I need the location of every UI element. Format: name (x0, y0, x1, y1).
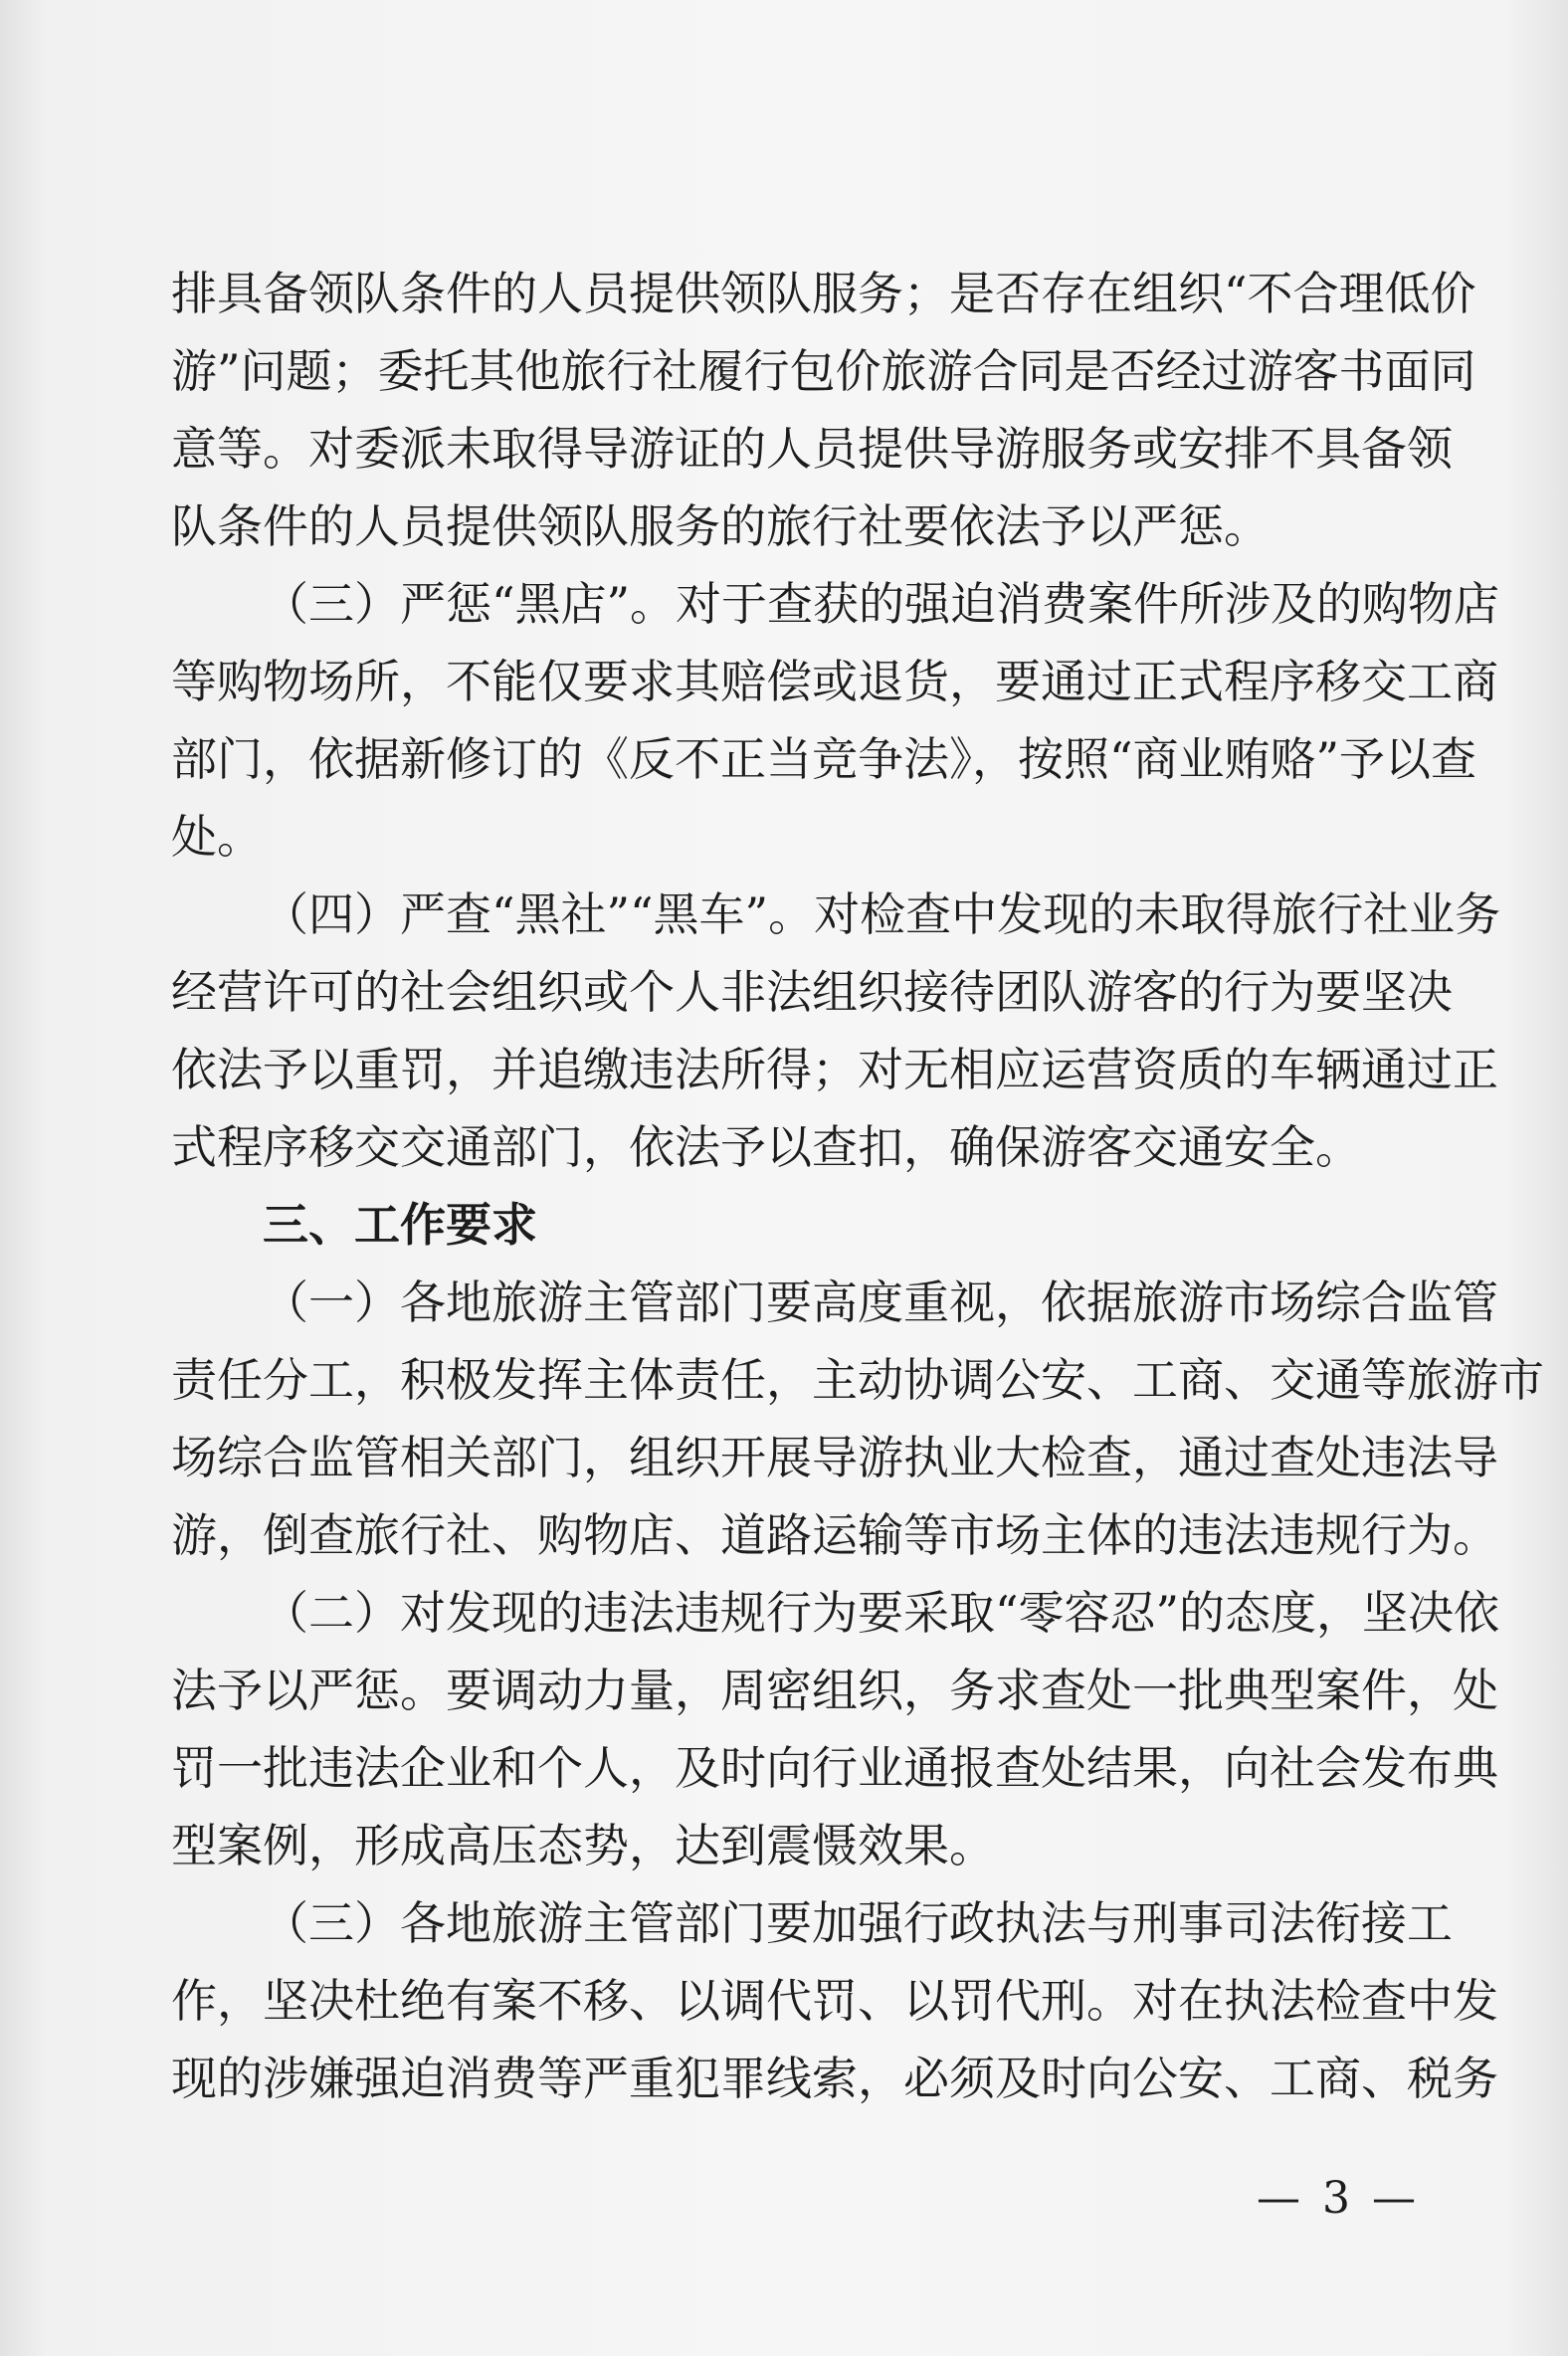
body-text (171, 255, 1544, 2117)
text-line: 型案例，形成高压态势，达到震慑效果。 (171, 1819, 995, 1872)
paragraph-first-line: （三）各地旅游主管部门要加强行政执法与刑事司法衔接工 (263, 1896, 1453, 1950)
text-line: 意等。对委派未取得导游证的人员提供导游服务或安排不具备领 (171, 422, 1453, 476)
text-line: 罚一批违法企业和个人，及时向行业通报查处结果，向社会发布典 (171, 1741, 1498, 1795)
text-line: 等购物场所，不能仅要求其赔偿或退货，要通过正式程序移交工商 (171, 655, 1498, 708)
paragraph-first-line: （二）对发现的违法违规行为要采取“零容忍”的态度，坚决依 (263, 1586, 1500, 1640)
text-line: 经营许可的社会组织或个人非法组织接待团队游客的行为要坚决 (171, 965, 1453, 1019)
text-line: 处。 (171, 810, 263, 864)
paragraph-first-line: （三）严惩“黑店”。对于查获的强迫消费案件所涉及的购物店 (263, 577, 1500, 631)
text-line: 现的涉嫌强迫消费等严重犯罪线索，必须及时向公安、工商、税务 (171, 2052, 1498, 2105)
text-line: 作，坚决杜绝有案不移、以调代罚、以罚代刑。对在执法检查中发 (171, 1974, 1498, 2028)
text-line: 责任分工，积极发挥主体责任，主动协调公安、工商、交通等旅游市 (171, 1353, 1544, 1407)
text-line: 式程序移交交通部门，依法予以查扣，确保游客交通安全。 (171, 1120, 1361, 1174)
text-line: 排具备领队条件的人员提供领队服务；是否存在组织“不合理低价 (171, 267, 1476, 320)
paragraph-first-line: （一）各地旅游主管部门要高度重视，依据旅游市场综合监管 (263, 1276, 1498, 1329)
section-heading: 三、工作要求 (263, 1198, 537, 1252)
page-number: — 3 — (1257, 2173, 1420, 2224)
text-line: 游，倒查旅行社、购物店、道路运输等市场主体的违法违规行为。 (171, 1508, 1498, 1562)
paragraph-first-line: （四）严查“黑社”“黑车”。对检查中发现的未取得旅行社业务 (263, 887, 1501, 941)
text-line: 部门，依据新修订的《反不正当竞争法》，按照“商业贿赂”予以查 (171, 732, 1477, 786)
text-line: 队条件的人员提供领队服务的旅行社要依法予以严惩。 (171, 499, 1270, 553)
text-line: 法予以严惩。要调动力量，周密组织，务求查处一批典型案件，处 (171, 1664, 1498, 1717)
text-line: 场综合监管相关部门，组织开展导游执业大检查，通过查处违法导 (171, 1431, 1498, 1484)
text-line: 依法予以重罚，并追缴违法所得；对无相应运营资质的车辆通过正 (171, 1043, 1498, 1096)
text-line: 游”问题；委托其他旅行社履行包价旅游合同是否经过游客书面同 (171, 344, 1476, 398)
